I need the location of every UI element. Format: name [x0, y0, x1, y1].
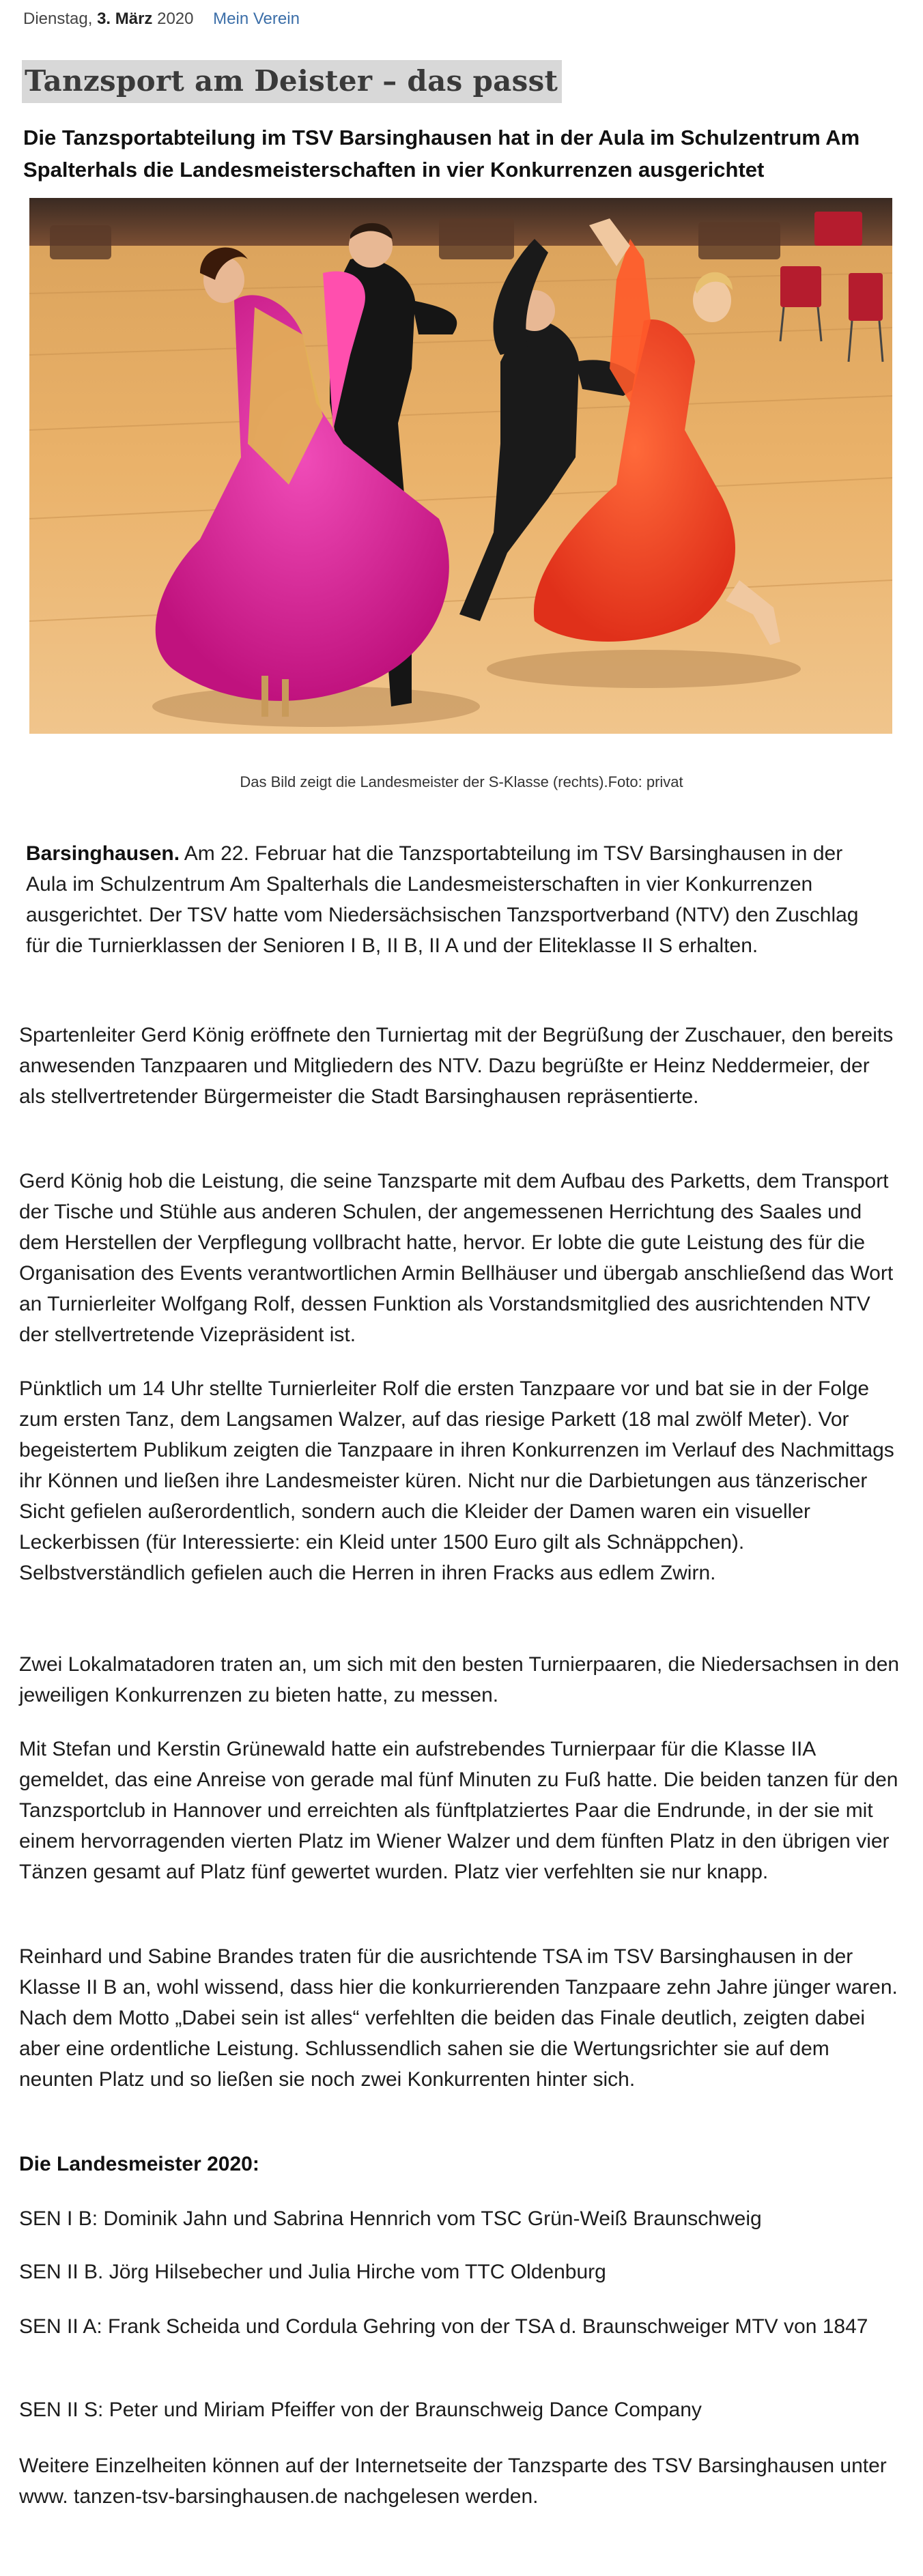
champion-entry: SEN II S: Peter und Miriam Pfeiffer von der Braunschweig Dance Company [19, 2399, 702, 2421]
photo-caption: Das Bild zeigt die Landesmeister der S-Klasse (rechts).Foto: privat [240, 773, 683, 790]
article-meta [23, 10, 300, 29]
year: 2020 [157, 10, 194, 28]
lead-text: Am 22. Februar hat die Tanzsportabteilung im TSV Barsinghausen in der Aula im Schulzentrum Am Spalterhals die Landesmeisterschaften in vier Konkurrenzen ausgerichtet. Der TSV hatte vom Niedersächsischen Tanzsportverband (NTV) den Zuschlag für die Turnierklassen der Senioren I B, II B, II A und der Eliteklasse II S erhalten. [26, 842, 859, 957]
paragraph-2: Spartenleiter Gerd König eröffnete den Turniertag mit der Begrüßung der Zuschauer, den bereits anwesenden Tanzpaaren und Mitgliedern des NTV. Dazu begrüßte er Heinz Neddermeier, der als stellvertretender Bürgermeister die Stadt Barsinghausen repräsentierte. [19, 1024, 894, 1108]
paragraph-3: Gerd König hob die Leistung, die seine Tanzsparte mit dem Aufbau des Parketts, dem Transport der Tische und Stühle aus anderen Schulen, der angemessenen Herrichtung des Saales und dem Herstellen der Verpflegung vollbracht hatte, hervor. Er lobte die gute Leistung des für die Organisation des Events verantwortlichen Armin Bellhäuser und übergab anschließend das Wort an Turnierleiter Wolfgang Rolf, dessen Funktion als Vorstandsmitglied des ausrichtenden NTV der stellvertretende Vizepräsident ist. [19, 1170, 894, 1346]
date: 3. März [97, 10, 153, 28]
champion-entry: SEN I B: Dominik Jahn und Sabrina Hennrich vom TSC Grün-Weiß Braunschweig [19, 2207, 762, 2230]
paragraph-6: Mit Stefan und Kerstin Grünewald hatte ein aufstrebendes Turnierpaar für die Klasse IIA gemeldet, das eine Anreise von gerade mal fünf Minuten zu Fuß hatte. Die beiden tanzen für den Tanzsportclub in Hannover und erreichten als fünftplatziertes Paar die Endrunde, in der sie mit einem hervorragenden vierten Platz im Wiener Walzer und dem fünften Platz in den übrigen vier Tänzen gesamt auf Platz fünf gewertet wurden. Platz vier verfehlten sie nur knapp. [19, 1738, 898, 1883]
closing-paragraph: Weitere Einzelheiten können auf der Internetseite der Tanzsparte des TSV Barsinghausen unter www. tanzen-tsv-barsinghausen.de nachgelesen werden. [19, 2455, 887, 2508]
dance-photo-illustration [29, 198, 892, 734]
article-photo [29, 198, 892, 734]
paragraph-7: Reinhard und Sabine Brandes traten für die ausrichtende TSA im TSV Barsinghausen in der Klasse II B an, wohl wissend, dass hier die konkurrierenden Tanzpaare zehn Jahre jünger waren. Nach dem Motto „Dabei sein ist alles“ verfehlten die beiden das Finale deutlich, zeigten dabei aber eine ordentliche Leistung. Schlussendlich sahen sie die Wertungsrichter sie auf dem neunten Platz und so ließen sie noch zwei Konkurrenten hinter sich. [19, 1945, 898, 2091]
champion-entry: SEN II A: Frank Scheida und Cordula Gehring von der TSA d. Braunschweiger MTV von 1847 [19, 2315, 868, 2338]
subheadline: Die Tanzsportabteilung im TSV Barsinghausen hat in der Aula im Schulzentrum Am Spalterhals die Landesmeisterschaften in vier Konkurrenzen ausgerichtet [23, 126, 860, 182]
weekday: Dienstag, [23, 10, 93, 28]
paragraph-4: Pünktlich um 14 Uhr stellte Turnierleiter Rolf die ersten Tanzpaare vor und bat sie in der Folge zum ersten Tanz, dem Langsamen Walzer, auf das riesige Parkett (18 mal zwölf Meter). Vor begeistertem Publikum zeigten die Tanzpaare in ihren Konkurrenzen im Verlauf des Nachmittags ihr Können und ließen ihre Landesmeister küren. Nicht nur die Darbietungen aus tänzerischer Sicht gefielen außerordentlich, sondern auch die Kleider der Damen waren ein visueller Leckerbissen (für Interessierte: ein Kleid unter 1500 Euro gilt als Schnäppchen). Selbstverständlich gefielen auch die Herren in ihren Fracks aus edlem Zwirn. [19, 1377, 894, 1584]
lead-place: Barsinghausen. [26, 842, 180, 865]
champions-heading: Die Landesmeister 2020: [19, 2153, 259, 2175]
champion-entry: SEN II B. Jörg Hilsebecher und Julia Hirche vom TTC Oldenburg [19, 2261, 606, 2283]
page-title: Tanzsport am Deister – das passt [22, 60, 562, 103]
club-link[interactable]: Mein Verein [213, 10, 300, 28]
lead-paragraph [26, 838, 886, 961]
headline-wrap [22, 60, 562, 103]
paragraph-5: Zwei Lokalmatadoren traten an, um sich mit den besten Turnierpaaren, die Niedersachsen in den jeweiligen Konkurrenzen zu bieten hatte, zu messen. [19, 1653, 900, 1706]
